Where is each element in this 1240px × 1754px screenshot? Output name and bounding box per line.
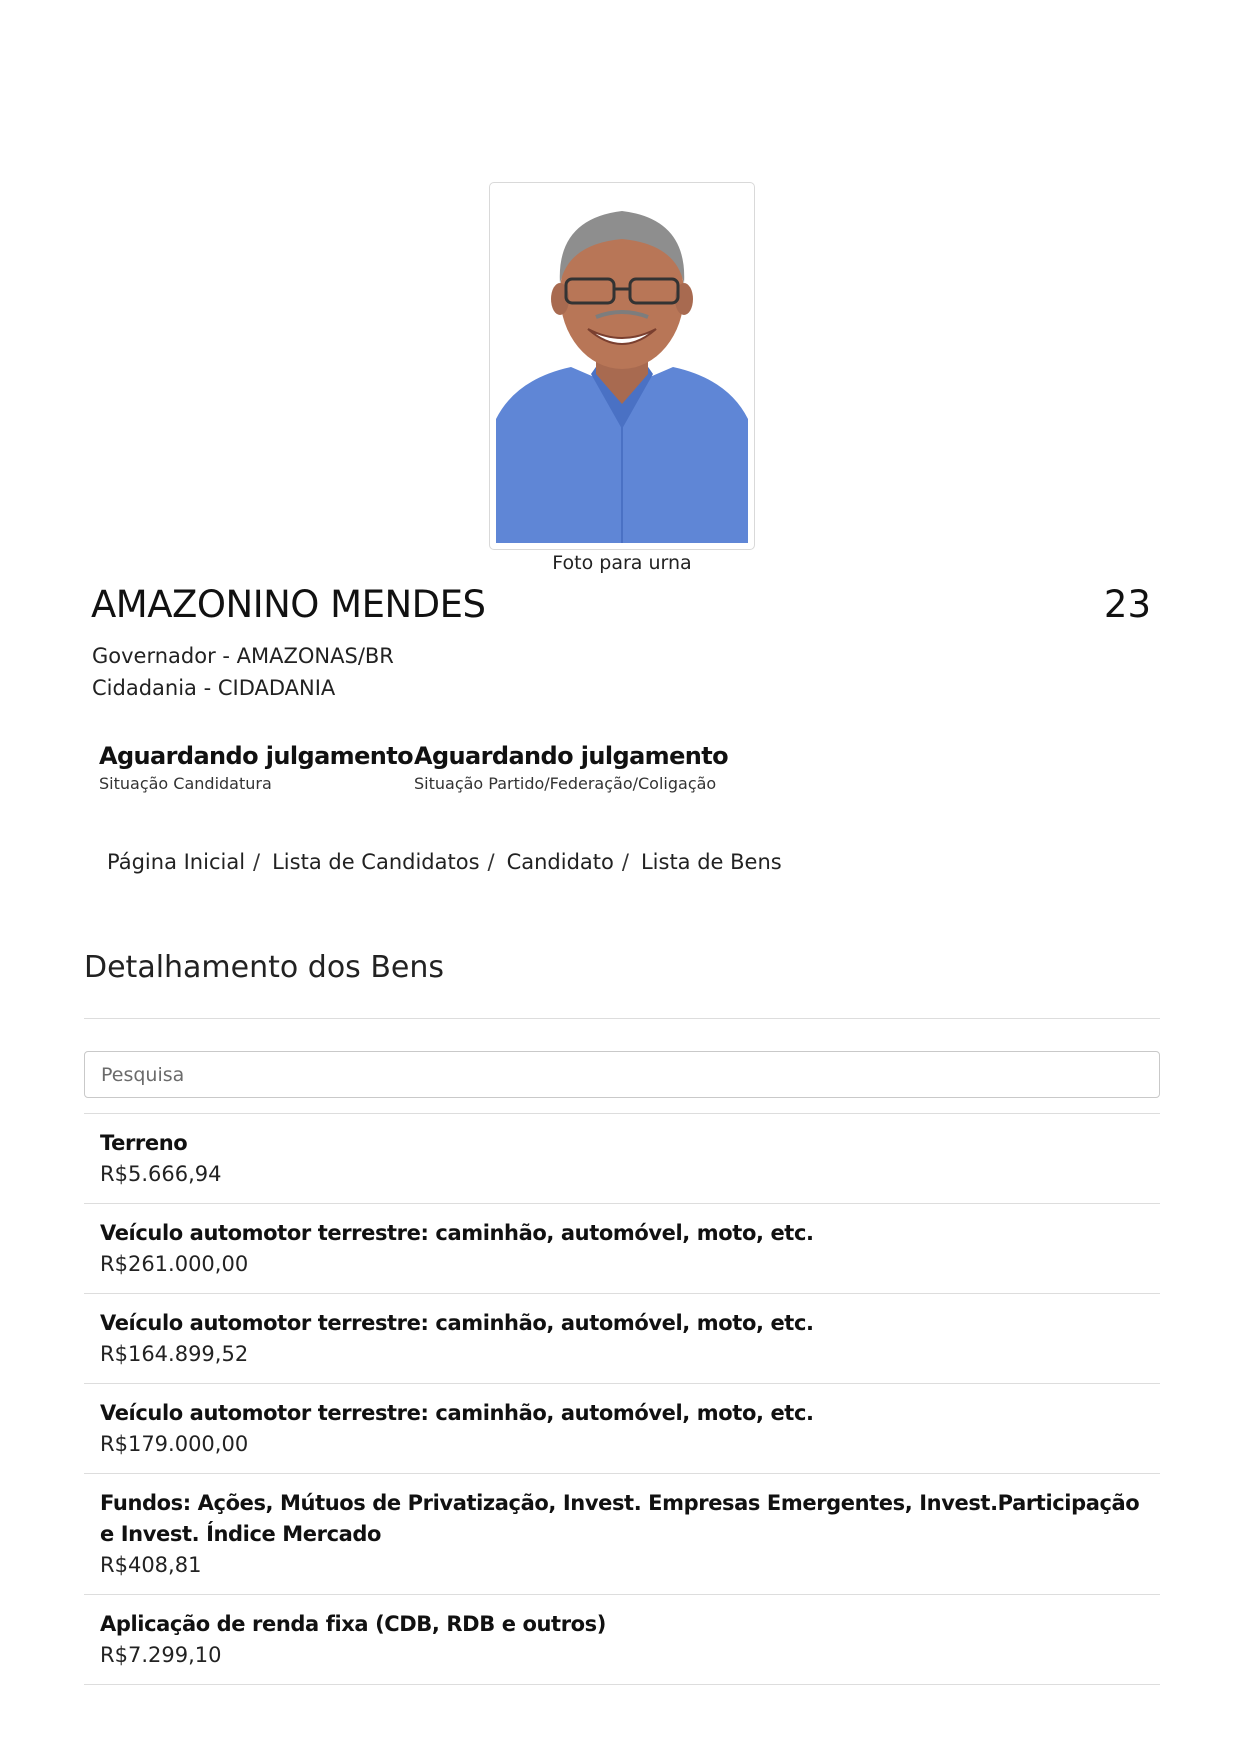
status-value: Aguardando julgamento [414,742,729,770]
breadcrumb [107,850,782,874]
asset-value: R$261.000,00 [100,1252,249,1276]
section-title: Detalhamento dos Bens [84,950,445,985]
list-item [84,1595,1160,1685]
candidate-number: 23 [1103,583,1151,626]
list-item [84,1474,1160,1595]
candidate-photo [496,189,748,543]
breadcrumb-separator: / [487,850,495,874]
status-partido [414,742,728,793]
asset-description: Veículo automotor terrestre: caminhão, automóvel, moto, etc. [100,1311,814,1335]
asset-description: Aplicação de renda fixa (CDB, RDB e outros) [100,1612,606,1636]
breadcrumb-candidate-link[interactable]: Candidato [506,850,614,874]
search-input[interactable] [84,1051,1160,1098]
breadcrumb-candidate-list-link[interactable]: Lista de Candidatos [272,850,480,874]
breadcrumb-separator: / [253,850,261,874]
candidate-photo-frame [489,182,755,550]
asset-value: R$179.000,00 [100,1432,249,1456]
asset-value: R$164.899,52 [100,1342,249,1366]
asset-value: R$5.666,94 [100,1162,222,1186]
candidate-office: Governador - AMAZONAS/BR [92,644,394,668]
list-item [84,1294,1160,1384]
breadcrumb-separator: / [621,850,629,874]
asset-description: Fundos: Ações, Mútuos de Privatização, Invest. Empresas Emergentes, Invest.Participação e Invest. Índice Mercado [100,1491,1140,1546]
asset-description: Veículo automotor terrestre: caminhão, automóvel, moto, etc. [100,1221,814,1245]
asset-description: Veículo automotor terrestre: caminhão, automóvel, moto, etc. [100,1401,814,1425]
list-item [84,1114,1160,1204]
photo-caption: Foto para urna [552,552,692,574]
asset-value: R$408,81 [100,1553,202,1577]
asset-value: R$7.299,10 [100,1643,222,1667]
section-divider [84,1018,1160,1019]
candidate-party: Cidadania - CIDADANIA [92,676,336,700]
list-item [84,1204,1160,1294]
breadcrumb-assets-list-link[interactable]: Lista de Bens [640,850,782,874]
list-item [84,1384,1160,1474]
status-candidatura [99,742,413,793]
status-value: Aguardando julgamento [99,742,414,770]
asset-list [84,1113,1160,1685]
candidate-name: AMAZONINO MENDES [91,583,486,626]
breadcrumb-home-link[interactable]: Página Inicial [107,850,246,874]
asset-description: Terreno [100,1131,188,1155]
status-label: Situação Partido/Federação/Coligação [414,774,717,793]
status-label: Situação Candidatura [99,774,272,793]
